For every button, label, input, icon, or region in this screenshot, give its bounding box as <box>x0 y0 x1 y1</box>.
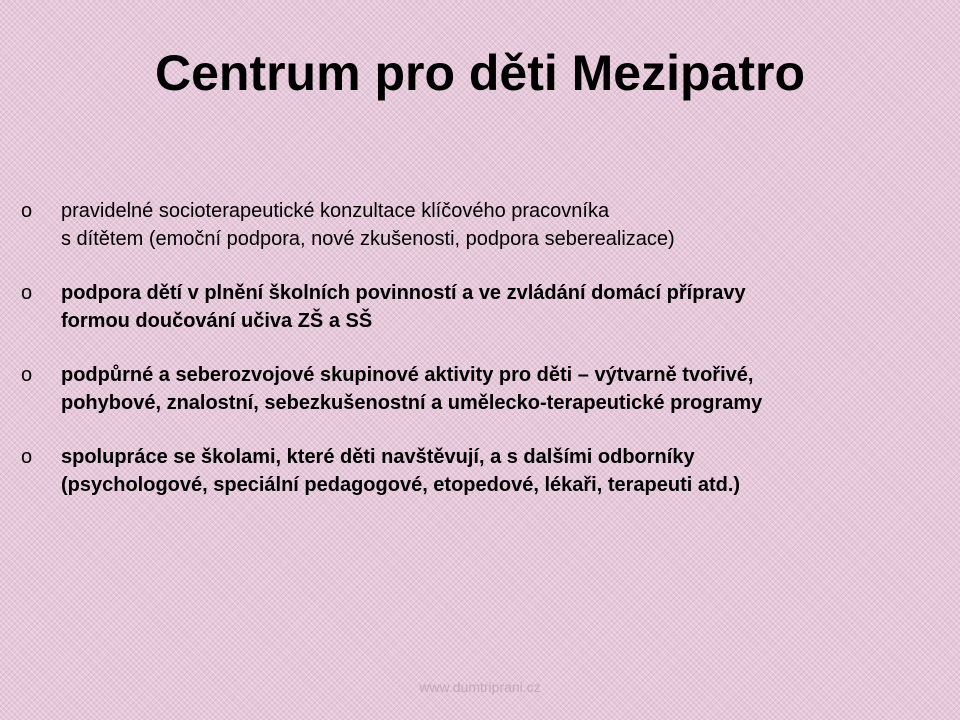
bullet-marker: o <box>21 200 33 222</box>
footer-url: www.dumtriprani.cz <box>419 679 541 695</box>
bullet-text-line: pohybové, znalostní, sebezkušenostní a umělecko-terapeutické programy <box>61 392 763 414</box>
bullet-text-line: podpora dětí v plnění školních povinností a ve zvládání domácí přípravy <box>61 282 746 304</box>
bullet-text-line: s dítětem (emoční podpora, nové zkušenosti, podpora seberealizace) <box>61 228 675 250</box>
bullet-marker: o <box>21 446 33 468</box>
bullet-item <box>0 279 960 335</box>
bullet-marker: o <box>21 364 33 386</box>
slide-title: Centrum pro děti Mezipatro <box>154 45 806 101</box>
bullet-list <box>0 197 960 525</box>
bullet-text-line: podpůrné a seberozvojové skupinové aktivity pro děti – výtvarně tvořivé, <box>61 364 754 386</box>
bullet-item <box>0 361 960 417</box>
bullet-item <box>0 197 960 253</box>
bullet-text-line: pravidelné socioterapeutické konzultace klíčového pracovníka <box>61 200 610 222</box>
bullet-text-line: (psychologové, speciální pedagogové, etopedové, lékaři, terapeuti atd.) <box>61 474 741 496</box>
bullet-item <box>0 443 960 499</box>
bullet-text-line: spolupráce se školami, které děti navštěvují, a s dalšími odborníky <box>61 446 695 468</box>
bullet-text-line: formou doučování učiva ZŠ a SŠ <box>61 310 373 332</box>
bullet-marker: o <box>21 282 33 304</box>
